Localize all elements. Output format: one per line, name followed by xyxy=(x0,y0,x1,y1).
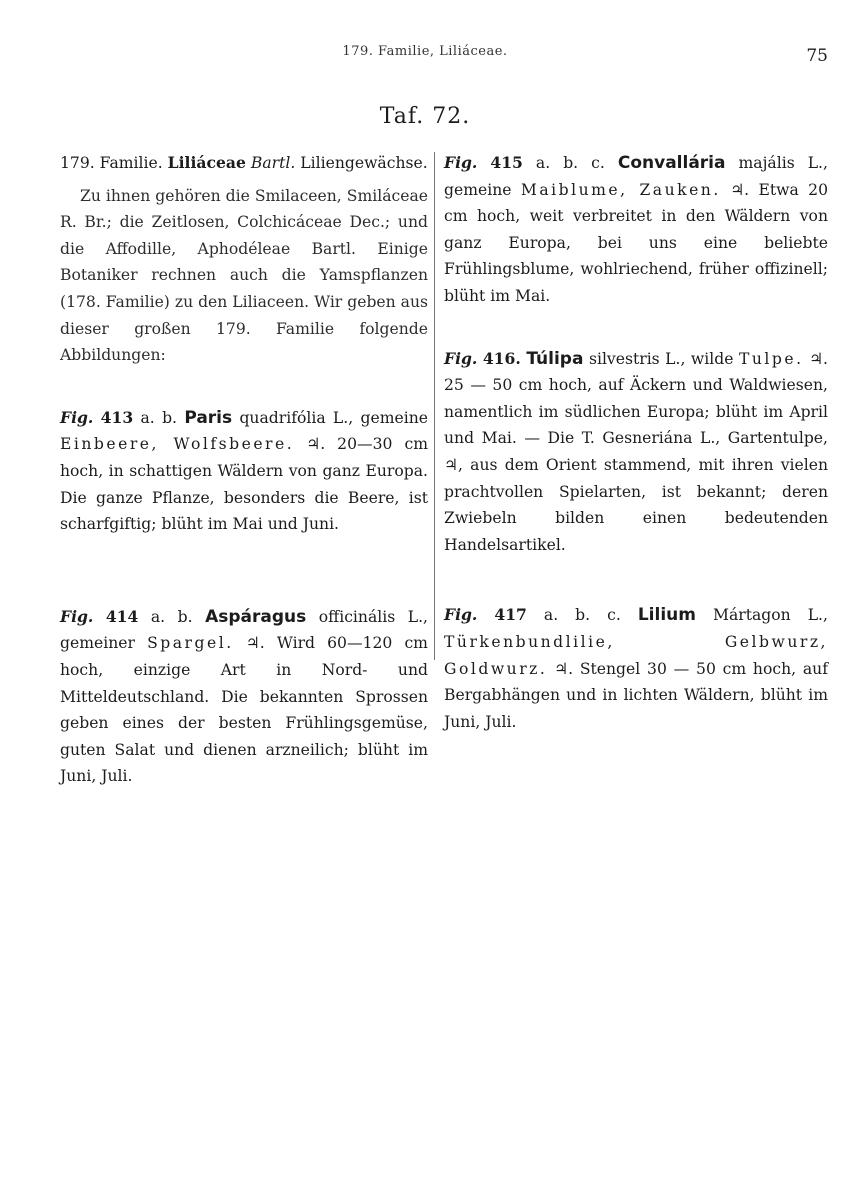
family-author: Bartl. xyxy=(250,154,296,172)
intro-paragraph: Zu ihnen gehören die Smilaceen, Smiláceae R. Br.; die Zeitlosen, Colchicáceae Dec.; und die Affodille, Aphodéleae Bartl. Einige Botaniker rechnen auch die Yamspflanzen (178. Familie) zu den Liliaceen. Wir geben aus dieser großen 179. Familie folgende Abbildungen: xyxy=(60,186,428,365)
species-name: officinális L., gemeiner xyxy=(60,607,428,653)
family-number: 179. Familie. xyxy=(60,154,163,172)
page-header xyxy=(0,44,850,68)
fig-description: ♃. Stengel 30 — 50 cm hoch, auf Bergabhängen und in lichten Wäldern, blüht im Juni, Juli. xyxy=(444,659,828,731)
fig-number: 413 xyxy=(100,407,134,427)
genus-name: Paris xyxy=(184,407,233,428)
species-name: quadrifólia L., gemeine xyxy=(239,408,428,427)
species-name: Mártagon L., xyxy=(713,606,828,625)
genus-name: Lilium xyxy=(637,605,696,626)
common-name: Einbeere, Wolfsbeere. xyxy=(60,435,295,454)
family-name: Liliáceae xyxy=(167,153,246,172)
figure-415-entry xyxy=(444,150,828,310)
figure-414-entry xyxy=(60,604,428,790)
genus-name: Túlipa xyxy=(526,348,584,369)
plate-title: Taf. 72. xyxy=(379,104,471,129)
fig-parts: a. b. c. xyxy=(543,606,621,625)
page-number: 75 xyxy=(806,46,828,66)
figure-416-entry xyxy=(444,346,828,559)
common-name: Tulpe. xyxy=(738,349,804,368)
fig-label: Fig. xyxy=(60,407,94,427)
family-heading xyxy=(60,150,428,177)
fig-description: ♃. Wird 60—120 cm hoch, einzige Art in Nord- und Mitteldeutschland. Die bekannten Sprossen geben eines der besten Frühlingsgemüse, guten Salat und dienen arzneilich; blüht im Juni, Juli. xyxy=(60,634,428,786)
column-divider xyxy=(434,152,435,660)
fig-description: ♃. 20—30 cm hoch, in schattigen Wäldern von ganz Europa. Die ganze Pflanze, besonders die Beere, ist scharfgiftig; blüht im Mai und Juni. xyxy=(60,435,428,534)
fig-parts: a. b. xyxy=(140,408,178,427)
genus-name: Convallária xyxy=(617,153,726,173)
fig-number: 417 xyxy=(494,605,527,625)
common-name: Maiblume, Zauken. xyxy=(520,180,721,199)
fig-label: Fig. xyxy=(60,606,94,626)
species-name: majális L., gemeine xyxy=(444,154,828,199)
left-column xyxy=(60,150,428,790)
fig-number: 415 xyxy=(490,153,523,172)
running-head: 179. Familie, Liliáceae. xyxy=(342,44,508,59)
fig-label: Fig. xyxy=(444,605,478,625)
common-name: Türkenbundlilie, Gelbwurz, Goldwurz. xyxy=(444,632,828,678)
right-column xyxy=(444,150,828,735)
species-name: silvestris L., wilde xyxy=(588,349,734,368)
figure-413-entry xyxy=(60,405,428,538)
fig-number: 414 xyxy=(105,606,139,626)
genus-name: Aspáragus xyxy=(205,606,307,627)
common-name: Spargel. xyxy=(147,634,234,653)
figure-417-entry xyxy=(444,602,828,735)
fig-description: ♃. Etwa 20 cm hoch, weit verbreitet in den Wäldern von ganz Europa, bei uns eine beliebte Frühlingsblume, wohlriechend, früher offizinell; blüht im Mai. xyxy=(444,180,828,305)
fig-label: Fig. xyxy=(444,153,478,172)
fig-parts: a. b. c. xyxy=(535,154,605,172)
fig-number: 416. xyxy=(482,348,521,368)
fig-label: Fig. xyxy=(444,348,478,368)
fig-parts: a. b. xyxy=(150,607,193,626)
fig-description: ♃. 25 — 50 cm hoch, auf Äckern und Waldwiesen, namentlich im südlichen Europa; blüht im April und Mai. — Die T. Gesneriána L., Gartentulpe, ♃, aus dem Orient stammend, mit ihren vielen prachtvollen Spielarten, ist bekannt; deren Zwiebeln bilden einen bedeutenden Handelsartikel. xyxy=(444,349,829,554)
family-common-name: Liliengewächse. xyxy=(300,154,428,172)
